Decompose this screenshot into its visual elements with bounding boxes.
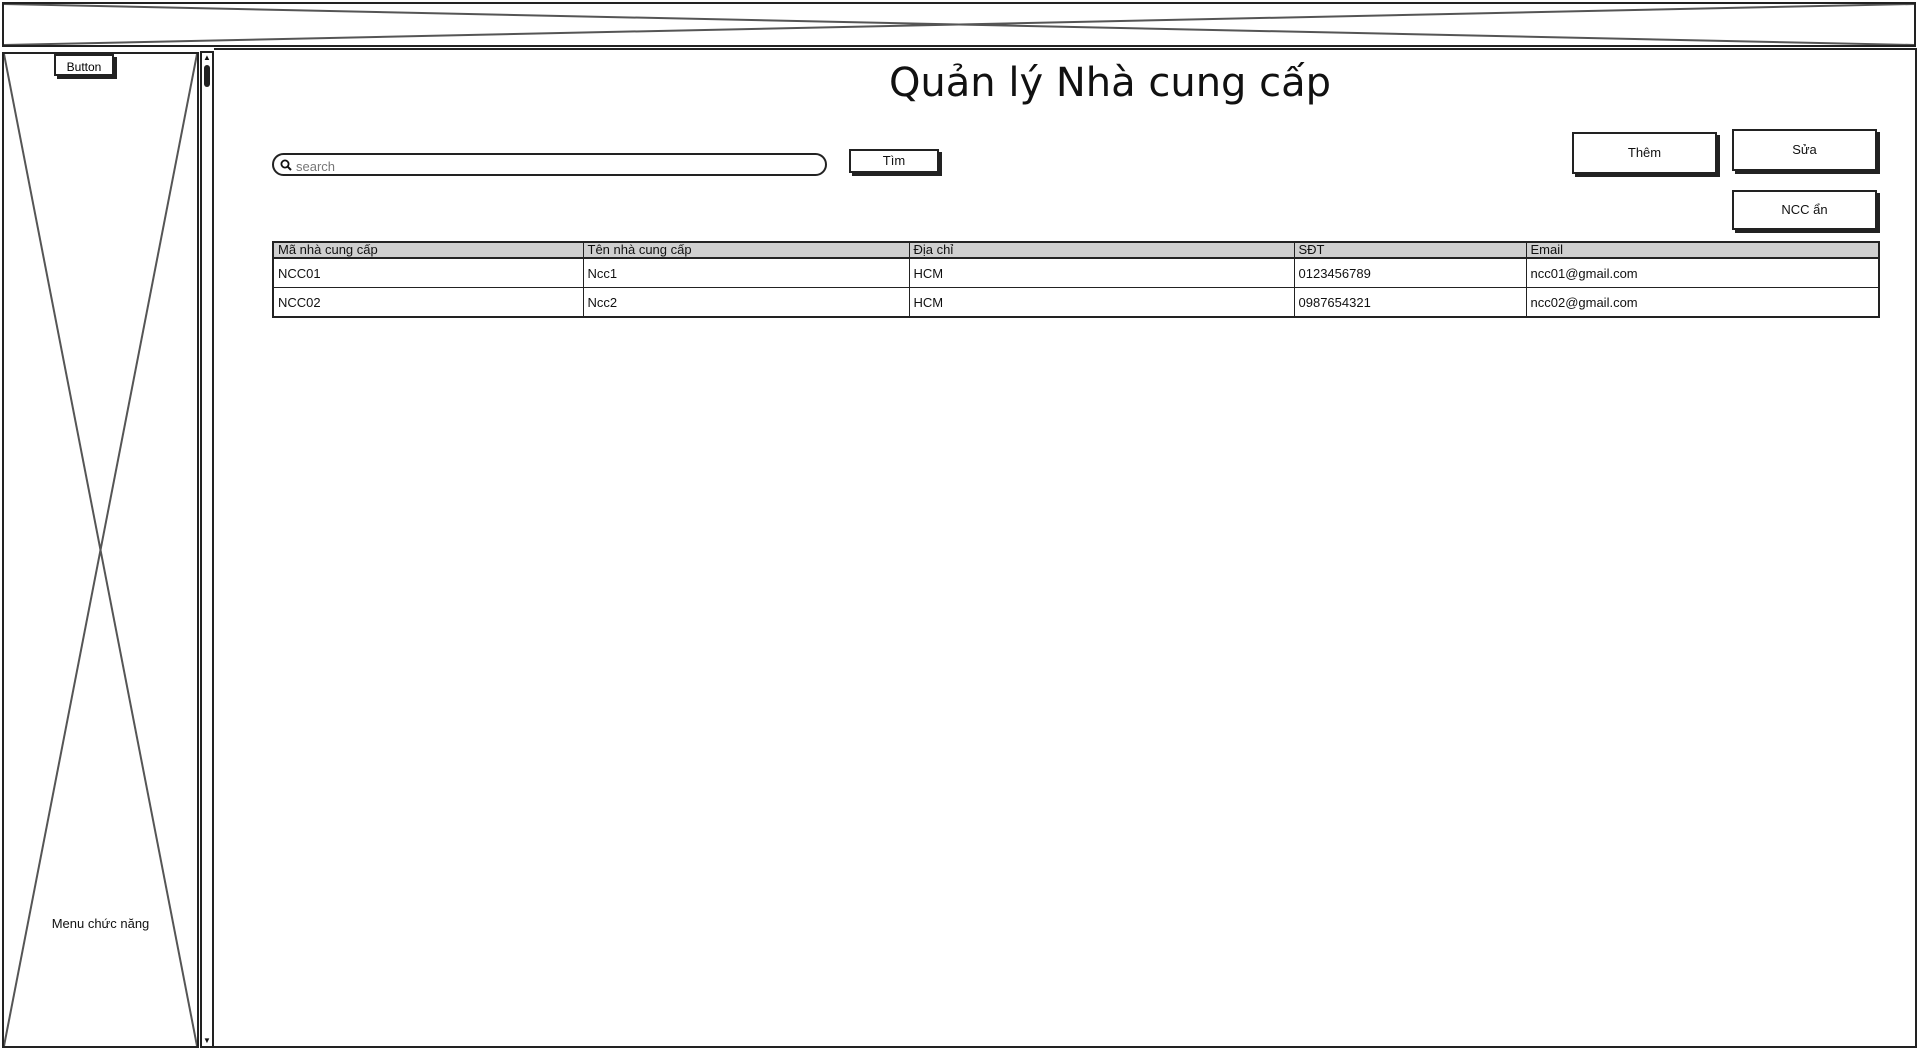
column-header[interactable]: Email <box>1526 243 1878 258</box>
table-cell: ncc01@gmail.com <box>1526 258 1878 288</box>
table-header-row <box>274 243 1878 258</box>
sidebar-menu-label: Menu chức năng <box>51 916 150 931</box>
add-button[interactable]: Thêm <box>1572 132 1717 174</box>
table-cell: 0123456789 <box>1294 258 1526 288</box>
page-title: Quản lý Nhà cung cấp <box>888 60 1332 106</box>
column-header[interactable]: Tên nhà cung cấp <box>583 243 909 258</box>
scroll-up-icon[interactable]: ▲ <box>203 53 211 62</box>
table-cell: NCC01 <box>274 258 583 288</box>
header-image-placeholder <box>2 2 1916 47</box>
search-icon <box>280 159 292 171</box>
hidden-suppliers-button[interactable]: NCC ẩn <box>1732 190 1877 230</box>
column-header[interactable]: Mã nhà cung cấp <box>274 243 583 258</box>
table-cell: 0987654321 <box>1294 288 1526 317</box>
column-header[interactable]: Địa chỉ <box>909 243 1294 258</box>
table-row[interactable] <box>274 258 1878 288</box>
scroll-down-icon[interactable]: ▼ <box>203 1036 211 1045</box>
table-row[interactable] <box>274 288 1878 317</box>
sidebar-scrollbar[interactable] <box>200 51 214 1048</box>
table-cell: NCC02 <box>274 288 583 317</box>
table-cell: ncc02@gmail.com <box>1530 294 1638 310</box>
sidebar-button[interactable]: Button <box>54 54 114 76</box>
supplier-table <box>272 241 1880 318</box>
search-button[interactable]: Tìm <box>849 149 939 173</box>
sidebar-menu-placeholder <box>2 52 199 1048</box>
table-cell: HCM <box>909 258 1294 288</box>
table-cell: HCM <box>909 288 1294 317</box>
placeholder-cross-icon <box>4 4 1914 45</box>
scroll-thumb[interactable] <box>204 65 210 87</box>
main-content <box>214 48 1917 1048</box>
search-box[interactable] <box>272 153 827 176</box>
edit-button[interactable]: Sửa <box>1732 129 1877 171</box>
placeholder-cross-icon <box>4 54 197 1046</box>
table-cell: Ncc1 <box>583 258 909 288</box>
search-input[interactable] <box>294 156 818 176</box>
table-cell: Ncc2 <box>583 288 909 317</box>
column-header[interactable]: SĐT <box>1294 243 1526 258</box>
